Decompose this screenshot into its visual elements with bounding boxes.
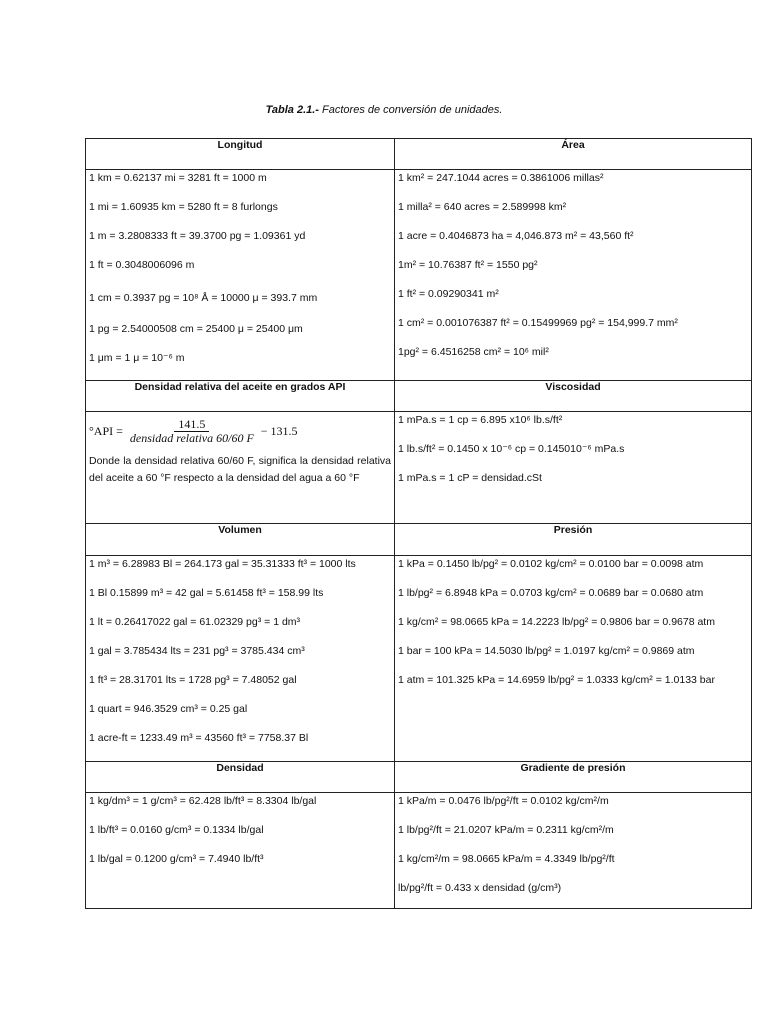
densidad-line: 1 kg/dm³ = 1 g/cm³ = 62.428 lb/ft³ = 8.3304 lb/gal bbox=[89, 794, 317, 807]
cell-presion bbox=[395, 555, 752, 761]
area-line: 1 acre = 0.4046873 ha = 4,046.873 m² = 43,560 ft² bbox=[398, 230, 634, 243]
api-fraction bbox=[126, 418, 258, 445]
cell-area bbox=[395, 170, 752, 381]
cell-longitud bbox=[86, 170, 395, 381]
cell-volumen bbox=[86, 555, 395, 761]
volumen-line: 1 acre-ft = 1233.49 m³ = 43560 ft³ = 7758.37 Bl bbox=[89, 731, 309, 744]
api-numerator: 141.5 bbox=[174, 418, 209, 432]
area-line: 1 km² = 247.1044 acres = 0.3861006 millas² bbox=[398, 172, 604, 185]
volumen-line: 1 lt = 0.26417022 gal = 61.02329 pg³ = 1 dm³ bbox=[89, 615, 301, 628]
longitud-line: 1 ft = 0.3048006096 m bbox=[89, 259, 195, 272]
header-gradiente: Gradiente de presión bbox=[395, 761, 752, 792]
longitud-line: 1 cm = 0.3937 pg = 10⁸ Å = 10000 μ = 393.7 mm bbox=[89, 292, 318, 305]
viscosidad-line: 1 mPa.s = 1 cP = densidad.cSt bbox=[398, 472, 542, 485]
viscosidad-line: 1 lb.s/ft² = 0.1450 x 10⁻⁶ cp = 0.145010⁻⁶ mPa.s bbox=[398, 443, 625, 456]
presion-line: 1 kPa = 0.1450 lb/pg² = 0.0102 kg/cm² = 0.0100 bar = 0.0098 atm bbox=[398, 557, 704, 570]
densidad-line: 1 lb/gal = 0.1200 g/cm³ = 7.4940 lb/ft³ bbox=[89, 852, 264, 865]
conversion-table bbox=[85, 138, 752, 909]
volumen-line: 1 m³ = 6.28983 Bl = 264.173 gal = 35.31333 ft³ = 1000 lts bbox=[89, 557, 356, 570]
api-formula-lhs: °API = bbox=[89, 424, 123, 439]
gradiente-line: 1 kg/cm²/m = 98.0665 kPa/m = 4.3349 lb/pg²/ft bbox=[398, 852, 615, 865]
table-number: Tabla 2.1.- bbox=[265, 104, 319, 116]
api-formula bbox=[86, 412, 394, 445]
densidad-line: 1 lb/ft³ = 0.0160 g/cm³ = 0.1334 lb/gal bbox=[89, 823, 264, 836]
presion-line: 1 bar = 100 kPa = 14.5030 lb/pg² = 1.0197 kg/cm² = 0.9869 atm bbox=[398, 644, 695, 657]
gradiente-line: 1 lb/pg²/ft = 21.0207 kPa/m = 0.2311 kg/cm²/m bbox=[398, 823, 614, 836]
header-volumen: Volumen bbox=[86, 524, 395, 555]
header-presion: Presión bbox=[395, 524, 752, 555]
area-line: 1m² = 10.76387 ft² = 1550 pg² bbox=[398, 259, 538, 272]
longitud-line: 1 mi = 1.60935 km = 5280 ft = 8 furlongs bbox=[89, 201, 278, 214]
header-area: Área bbox=[395, 139, 752, 170]
api-note: Donde la densidad relativa 60/60 F, significa la densidad relativa del aceite a 60 °F respecto a la densidad del agua a 60 °F bbox=[89, 455, 391, 485]
longitud-line: 1 μm = 1 μ = 10⁻⁶ m bbox=[89, 352, 185, 365]
area-line: 1 cm² = 0.001076387 ft² = 0.15499969 pg² = 154,999.7 mm² bbox=[398, 317, 678, 330]
api-formula-rhs: − 131.5 bbox=[260, 424, 298, 439]
presion-line: 1 atm = 101.325 kPa = 14.6959 lb/pg² = 1.0333 kg/cm² = 1.0133 bar bbox=[398, 673, 715, 686]
cell-api bbox=[86, 412, 395, 524]
longitud-line: 1 pg = 2.54000508 cm = 25400 μ = 25400 μm bbox=[89, 323, 303, 336]
header-longitud: Longitud bbox=[86, 139, 395, 170]
gradiente-line: 1 kPa/m = 0.0476 lb/pg²/ft = 0.0102 kg/cm²/m bbox=[398, 794, 609, 807]
presion-line: 1 kg/cm² = 98.0665 kPa = 14.2223 lb/pg² = 0.9806 bar = 0.9678 atm bbox=[398, 615, 715, 628]
viscosidad-line: 1 mPa.s = 1 cp = 6.895 x10⁶ lb.s/ft² bbox=[398, 414, 563, 427]
cell-gradiente bbox=[395, 792, 752, 908]
api-denominator: densidad relativa 60/60 F bbox=[129, 431, 254, 446]
header-viscosidad: Viscosidad bbox=[395, 381, 752, 412]
volumen-line: 1 Bl 0.15899 m³ = 42 gal = 5.61458 ft³ = 158.99 lts bbox=[89, 586, 324, 599]
volumen-line: 1 quart = 946.3529 cm³ = 0.25 gal bbox=[89, 702, 248, 715]
longitud-line: 1 km = 0.62137 mi = 3281 ft = 1000 m bbox=[89, 172, 267, 185]
area-line: 1 ft² = 0.09290341 m² bbox=[398, 288, 499, 301]
cell-viscosidad bbox=[395, 412, 752, 524]
table-caption-text: Factores de conversión de unidades. bbox=[318, 104, 503, 116]
gradiente-line: lb/pg²/ft = 0.433 x densidad (g/cm³) bbox=[398, 881, 562, 894]
table-caption bbox=[0, 104, 768, 116]
longitud-line: 1 m = 3.2808333 ft = 39.3700 pg = 1.09361 yd bbox=[89, 230, 306, 243]
presion-line: 1 lb/pg² = 6.8948 kPa = 0.0703 kg/cm² = 0.0689 bar = 0.0680 atm bbox=[398, 586, 704, 599]
header-api: Densidad relativa del aceite en grados API bbox=[86, 381, 395, 412]
cell-densidad bbox=[86, 792, 395, 908]
header-densidad: Densidad bbox=[86, 761, 395, 792]
area-line: 1pg² = 6.4516258 cm² = 10⁶ mil² bbox=[398, 346, 549, 359]
volumen-line: 1 gal = 3.785434 lts = 231 pg³ = 3785.434 cm³ bbox=[89, 644, 305, 657]
area-line: 1 milla² = 640 acres = 2.589998 km² bbox=[398, 201, 567, 214]
volumen-line: 1 ft³ = 28.31701 lts = 1728 pg³ = 7.48052 gal bbox=[89, 673, 297, 686]
